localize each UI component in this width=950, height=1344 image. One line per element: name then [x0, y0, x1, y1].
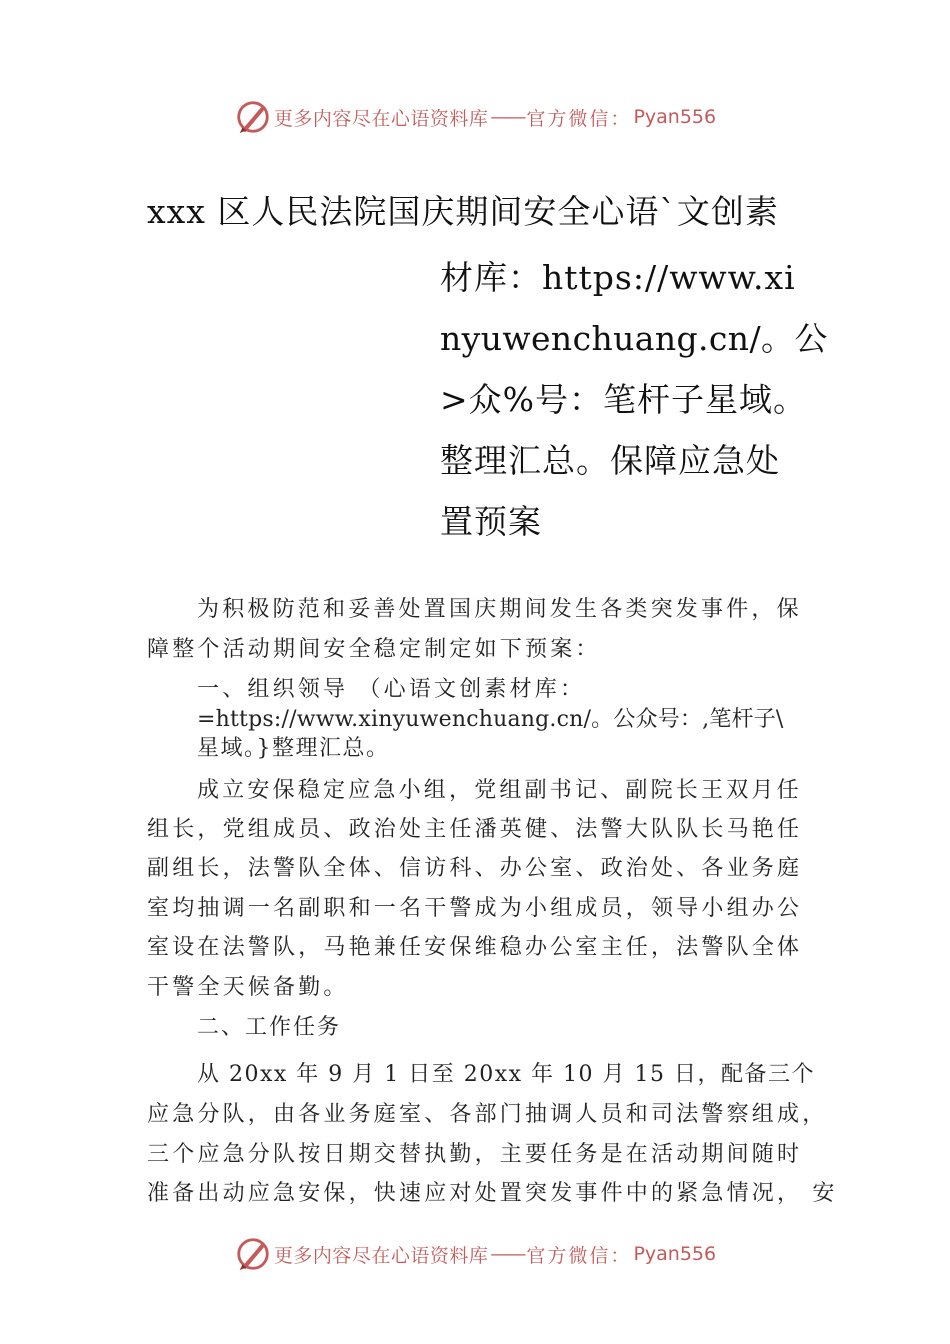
- title-line-4: >众%号：笔杆子星域。: [440, 380, 808, 419]
- para-2-line-3: 副组长，法警队全体、信访科、办公室、政治处、各业务庭: [147, 856, 803, 881]
- pen-logo-icon: [234, 1235, 272, 1273]
- header-banner: [0, 95, 950, 139]
- pen-logo-icon: [234, 98, 272, 136]
- para-2-line-5: 室设在法警队，马艳兼任安保维稳办公室主任，法警队全体: [147, 935, 803, 960]
- para-3-line-2: 应急分队，由各业务庭室、各部门抽调人员和司法警察组成，: [147, 1102, 828, 1127]
- title-line-1: xxx 区人民法院国庆期间安全心语`文创素: [147, 192, 779, 231]
- section-1-url-line: =https://www.xinyuwenchuang.cn/。公众号：,笔杆子\: [197, 707, 784, 732]
- para-3-line-3: 三个应急分队按日期交替执勤，主要任务是在活动期间随时: [147, 1142, 803, 1167]
- title-line-3: nyuwenchuang.cn/。公: [440, 319, 828, 358]
- para-2-line-2: 组长，党组成员、政治处主任潘英健、法警大队队长马艳任: [147, 817, 803, 842]
- banner-wechat-id: Pyan556: [633, 1243, 717, 1265]
- banner-separator: ——: [490, 106, 525, 128]
- footer-banner: [0, 1232, 950, 1276]
- para-2-line-1: 成立安保稳定应急小组，党组副书记、副院长王双月任: [197, 778, 802, 803]
- banner-wechat-label: 官方微信：: [526, 107, 632, 130]
- section-1-line-3: 星域。}整理汇总。: [197, 736, 390, 761]
- title-line-6: 置预案: [440, 502, 542, 541]
- para-3-line-4: 准备出动应急安保，快速应对处置突发事件中的紧急情况， 安: [147, 1181, 838, 1206]
- para-1-line-1: 为积极防范和妥善处置国庆期间发生各类突发事件，保: [197, 597, 802, 622]
- section-2-heading: 二、工作任务: [197, 1015, 342, 1040]
- para-1-line-2: 障整个活动期间安全稳定制定如下预案：: [147, 637, 601, 662]
- para-2-line-6: 干警全天候备勤。: [147, 975, 349, 1000]
- banner-text: 更多内容尽在心语资料库: [273, 1244, 489, 1267]
- banner-separator: ——: [490, 1243, 525, 1265]
- para-3-line-1: 从 20xx 年 9 月 1 日至 20xx 年 10 月 15 日，配备三个: [197, 1062, 816, 1087]
- section-1-heading: 一、组织领导 （心语文创素材库：: [197, 677, 586, 702]
- para-2-line-4: 室均抽调一名副职和一名干警成为小组成员，领导小组办公: [147, 896, 803, 921]
- title-line-2: 材库：https://www.xi: [440, 258, 796, 297]
- banner-wechat-id: Pyan556: [633, 106, 717, 128]
- banner-wechat-label: 官方微信：: [526, 1244, 632, 1267]
- title-line-5: 整理汇总。保障应急处: [440, 441, 780, 480]
- banner-text: 更多内容尽在心语资料库: [273, 107, 489, 130]
